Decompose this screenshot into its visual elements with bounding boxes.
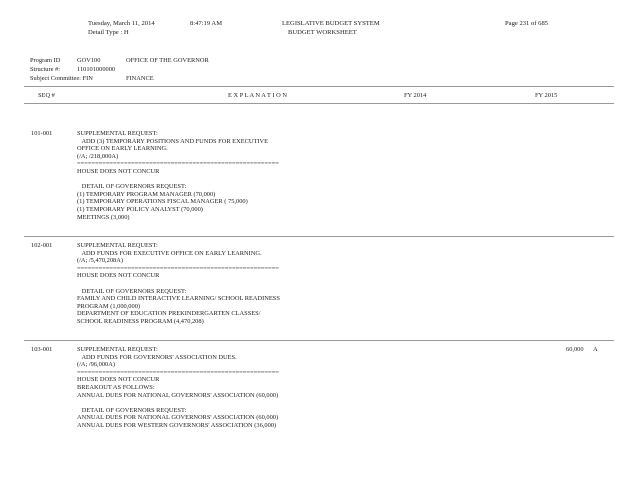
explanation-line: SUPPLEMENTAL REQUEST: [77, 242, 158, 249]
explanation-line: (1) TEMPORARY PROGRAM MANAGER (70,000) [77, 190, 216, 198]
item-seq: 103-001 [31, 346, 53, 353]
report-date: Tuesday, March 11, 2014 [88, 20, 155, 27]
structure-number: 110101000000 [77, 66, 116, 73]
separator-line: ======================================================== [77, 160, 279, 168]
system-name: LEGISLATIVE BUDGET SYSTEM [282, 20, 380, 27]
column-header-bottom-rule [24, 103, 614, 104]
structure-label: Structure #: [30, 66, 60, 73]
explanation-line: PROGRAM (1,000,000) [77, 302, 141, 310]
fy2015-amount: 60,000 [566, 346, 584, 353]
item-explanation [77, 346, 279, 430]
explanation-line: DEPARTMENT OF EDUCATION PREKINDERGARTEN CLASSES/ [77, 310, 261, 318]
item-explanation [77, 242, 280, 326]
item-divider [24, 340, 614, 341]
explanation-line: SUPPLEMENTAL REQUEST: [77, 130, 158, 137]
item-seq: 102-001 [31, 242, 53, 249]
report-time: 8:47:19 AM [190, 20, 223, 27]
explanation-line: SCHOOL READINESS PROGRAM (4,470,208) [77, 317, 204, 325]
column-seq: SEQ # [38, 92, 55, 99]
separator-line: ======================================================== [77, 264, 279, 272]
explanation-line: (1) TEMPORARY POLICY ANALYST (70,000) [77, 205, 203, 213]
explanation-line: HOUSE DOES NOT CONCUR [77, 167, 160, 175]
column-fy2014: FY 2014 [404, 92, 427, 99]
separator-line: ======================================================== [77, 368, 279, 376]
item-divider [24, 236, 614, 237]
explanation-line: DETAIL OF GOVERNORS REQUEST: [77, 183, 187, 191]
column-fy2015: FY 2015 [535, 92, 558, 99]
blank-line [77, 399, 279, 407]
explanation-line: ANNUAL DUES FOR NATIONAL GOVERNORS' ASSOCIATION (60,000) [77, 414, 279, 422]
explanation-line: DETAIL OF GOVERNORS REQUEST: [77, 406, 187, 414]
explanation-line: DETAIL OF GOVERNORS REQUEST: [77, 287, 187, 295]
explanation-line: FAMILY AND CHILD INTERACTIVE LEARNING/ SCHOOL READINESS [77, 295, 280, 303]
worksheet-title: BUDGET WORKSHEET [288, 29, 357, 36]
explanation-line: ADD FUNDS FOR GOVERNORS' ASSOCIATION DUES. [77, 353, 237, 361]
explanation-line: (/A; /5,470,208A) [77, 257, 123, 265]
explanation-line: ADD (3) TEMPORARY POSITIONS AND FUNDS FOR EXECUTIVE [77, 137, 269, 145]
program-id: GOV100 [77, 57, 101, 64]
blank-line [77, 280, 280, 288]
explanation-line: SUPPLEMENTAL REQUEST: [77, 346, 158, 353]
fund-code: A [593, 346, 598, 353]
page-number: Page 231 of 685 [505, 20, 549, 27]
explanation-line: ANNUAL DUES FOR NATIONAL GOVERNORS' ASSOCIATION (60,000) [77, 391, 279, 399]
explanation-line: HOUSE DOES NOT CONCUR [77, 376, 160, 384]
committee-label: Subject Committee: FIN [30, 75, 93, 82]
column-header-top-rule [24, 86, 614, 87]
program-name: OFFICE OF THE GOVERNOR [126, 57, 209, 64]
explanation-line: (/A; /218,000A) [77, 152, 119, 160]
blank-line [77, 176, 279, 184]
item-explanation [77, 130, 279, 221]
explanation-line: ANNUAL DUES FOR WESTERN GOVERNORS' ASSOCIATION (36,000) [77, 421, 277, 429]
program-label: Program ID [30, 57, 61, 64]
detail-type: Detail Type : H [88, 29, 129, 36]
explanation-line: HOUSE DOES NOT CONCUR [77, 272, 160, 280]
explanation-line: OFFICE ON EARLY LEARNING. [77, 145, 168, 153]
explanation-line: ADD FUNDS FOR EXECUTIVE OFFICE ON EARLY LEARNING. [77, 249, 262, 257]
explanation-line: MEETINGS (3,000) [77, 213, 130, 221]
committee-name: FINANCE [126, 75, 154, 82]
explanation-line: (/A; /96,000A) [77, 361, 115, 369]
explanation-line: (1) TEMPORARY OPERATIONS FISCAL MANAGER ( 75,000) [77, 198, 248, 206]
column-explanation: E X P L A N A T I O N [228, 92, 287, 99]
explanation-line: BREAKOUT AS FOLLOWS: [77, 383, 155, 391]
item-seq: 101-001 [31, 130, 53, 137]
